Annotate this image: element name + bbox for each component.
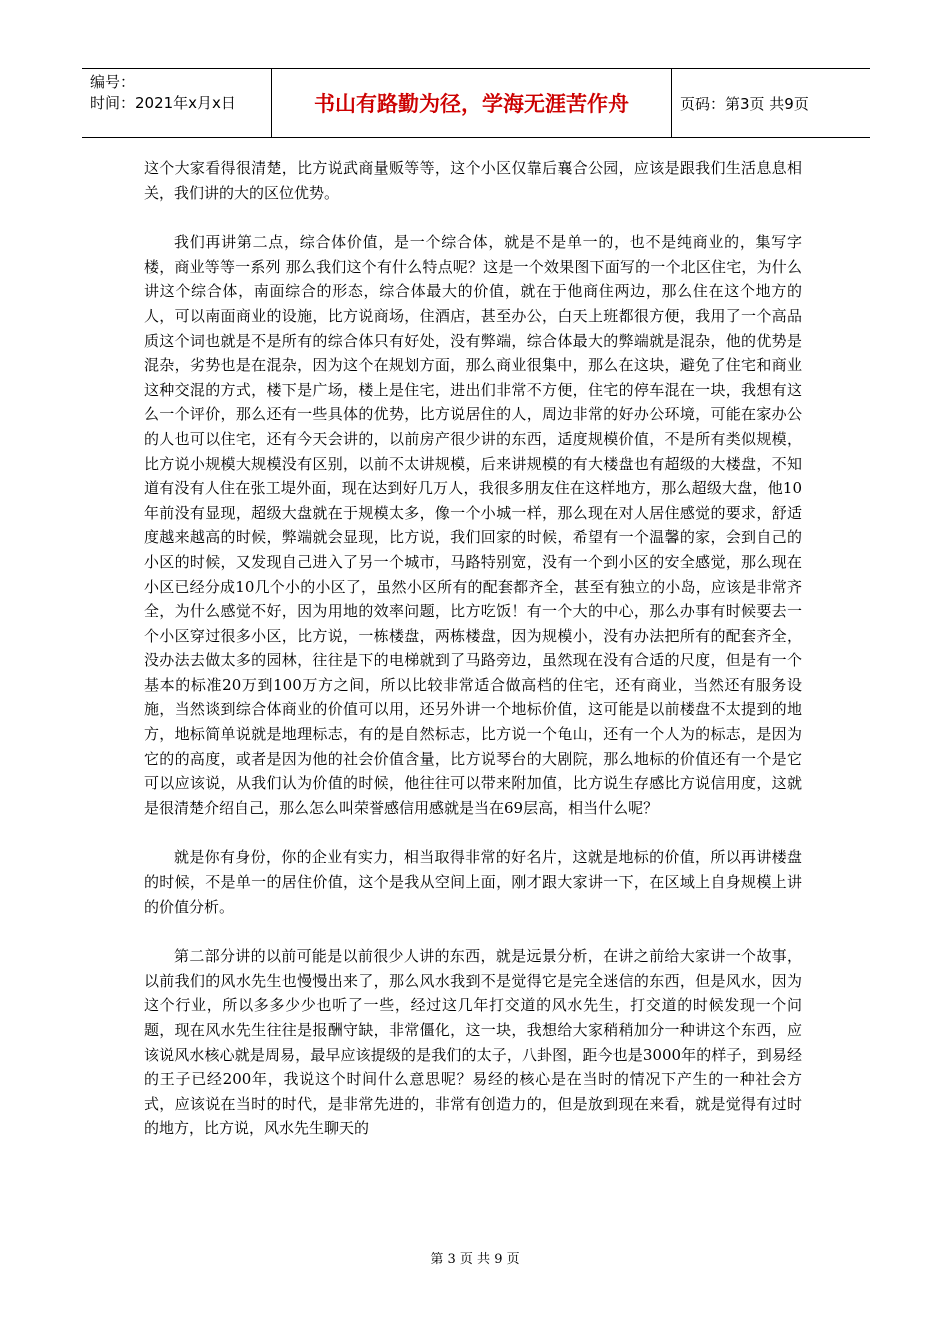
footer-page-number: 第 3 页 共 9 页 — [430, 1252, 520, 1267]
body-paragraph-1: 这个大家看得很清楚，比方说武商量贩等等，这个小区仅靠后襄合公园，应该是跟我们生活息息相关，我们讲的大的区位优势。 — [144, 159, 802, 202]
header-motto-cell — [272, 69, 672, 137]
document-header — [82, 68, 870, 138]
body-paragraph-3: 就是你有身份，你的企业有实力，相当取得非常的好名片，这就是地标的价值，所以再讲楼盘的时候，不是单一的居住价值，这个是我从空间上面，刚才跟大家讲一下，在区域上自身规模上讲的价值分析。 — [144, 848, 802, 916]
page-footer — [0, 1248, 950, 1267]
header-page-cell — [672, 69, 870, 137]
body-paragraph-2: 我们再讲第二点，综合体价值，是一个综合体，就是不是单一的，也不是纯商业的，集写字楼，商业等等一系列 那么我们这个有什么特点呢？这是一个效果图下面写的一个北区住宅，为什么讲这个综合体，南面综合的形态，综合体最大的价值，就在于他商住两边，那么住在这个地方的人，可以南面商业的设施，比方说商场，住酒店，甚至办公，白天上班都很方便，我用了一个高品质这个词也就是不是所有的综合体只有好处，没有弊端，综合体最大的弊端就是混杂，他的优势是混杂，劣势也是在混杂，因为这个在规划方面，那么商业很集中，那么在这块，避免了住宅和商业这种交混的方式，楼下是广场，楼上是住宅，进出们非常不方便，住宅的停车混在一块，我想有这么一个评价，那么还有一些具体的优势，比方说居住的人，周边非常的好办公环境，可能在家办公的人也可以住宅，还有今天会讲的，以前房产很少讲的东西，适度规模价值，不是所有类似规模，比方说小规模大规模没有区别，以前不太讲规模，后来讲规模的有大楼盘也有超级的大楼盘，不知道有没有人住在张工堤外面，现在达到好几万人，我很多朋友住在这样地方，那么超级大盘，他10年前没有显现，超级大盘就在于规模太多，像一个小城一样，那么现在对人居住感觉的要求，舒适度越来越高的时候，弊端就会显现，比方说，我们回家的时候，希望有一个温馨的家，会到自己的小区的时候，又发现自己进入了另一个城市，马路特别宽，没有一个到小区的安全感觉，那么现在小区已经分成10几个小的小区了，虽然小区所有的配套都齐全，甚至有独立的小岛，应该是非常齐全，为什么感觉不好，因为用地的效率问题，比方吃饭！有一个大的中心，那么办事有时候要去一个小区穿过很多小区，比方说，一栋楼盘，两栋楼盘，因为规模小，没有办法把所有的配套齐全，没办法去做太多的园林，往往是下的电梯就到了马路旁边，虽然现在没有合适的尺度，但是有一个基本的标准20万到100万方之间，所以比较非常适合做高档的住宅，还有商业，当然还有服务设施，当然谈到综合体商业的价值可以用，还另外讲一个地标价值，这可能是以前楼盘不太提到的地方，地标简单说就是地理标志，有的是自然标志，比方说一个龟山，还有一个人为的标志，是因为它的的高度，或者是因为他的社会价值含量，比方说琴台的大剧院，那么地标的价值还有一个是它可以应该说，从我们认为价值的时候，他往往可以带来附加值，比方说生存感比方说信用度，这就是很清楚介绍自己，那么怎么叫荣誉感信用感就是当在69层高，相当什么呢？ — [144, 233, 802, 817]
document-date-label: 时间：2021年x月x日 — [90, 94, 236, 112]
document-number-label: 编号： — [90, 73, 136, 91]
header-page-number: 页码：第3页 共9页 — [680, 94, 809, 113]
document-body — [144, 156, 802, 1141]
body-paragraph-4: 第二部分讲的以前可能是以前很少人讲的东西，就是远景分析，在讲之前给大家讲一个故事，以前我们的风水先生也慢慢出来了，那么风水我到不是觉得它是完全迷信的东西，但是风水，因为这个行业，所以多多少少也听了一些，经过这几年打交道的风水先生，打交道的时候发现一个问题，现在风水先生往往是报酬守缺，非常僵化，这一块，我想给大家稍稍加分一种讲这个东西，应该说风水核心就是周易，最早应该提级的是我们的太子，八卦图，距今也是3000年的样子，到易经的王子已经200年，我说这个时间什么意思呢？易经的核心是在当时的情况下产生的一种社会方式，应该说在当时的时代，是非常先进的，非常有创造力的，但是放到现在来看，就是觉得有过时的地方，比方说，风水先生聊天的 — [144, 947, 802, 1138]
header-motto: 书山有路勤为径，学海无涯苦作舟 — [314, 92, 629, 116]
header-info-cell — [82, 69, 272, 137]
